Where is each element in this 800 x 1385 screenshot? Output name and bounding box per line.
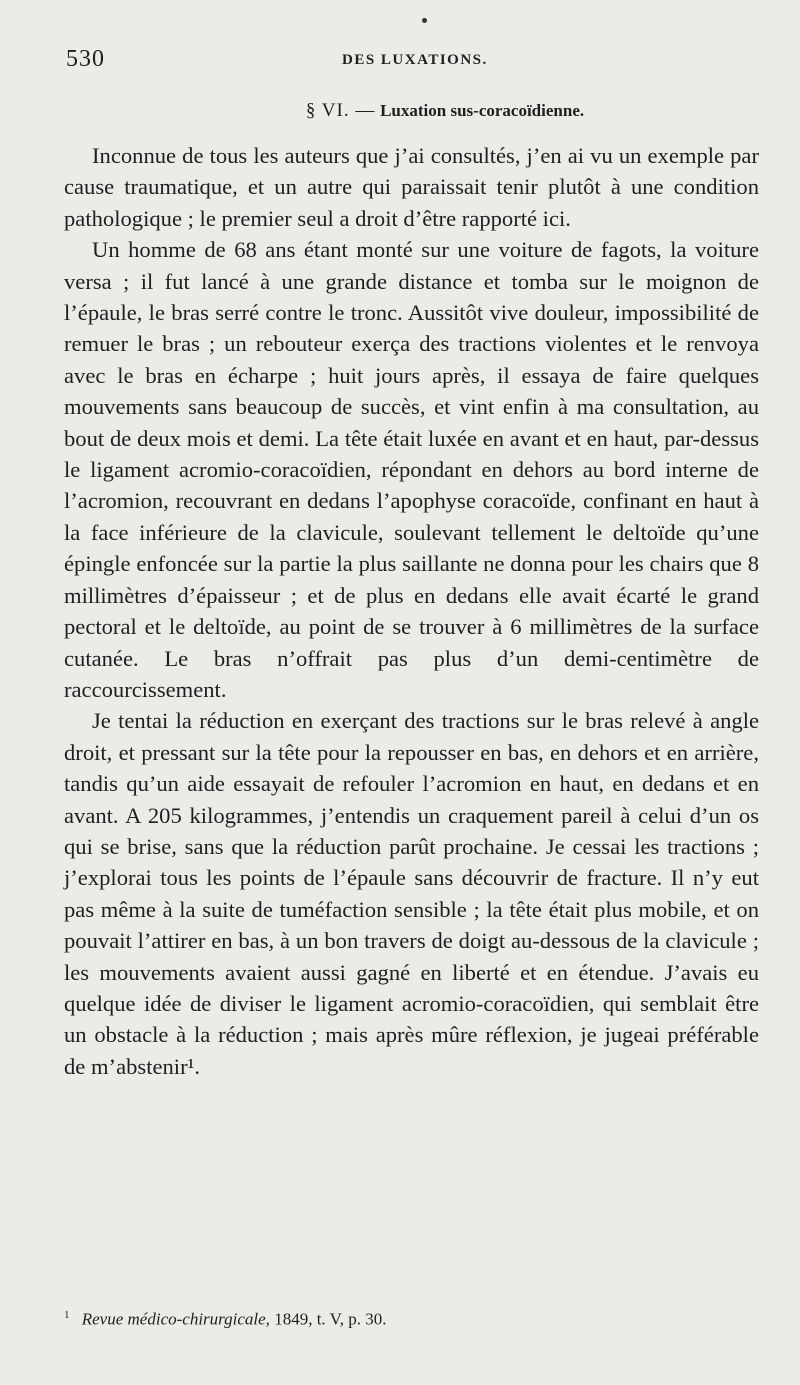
page-header (66, 46, 760, 76)
footnote-source: Revue médico-chirurgicale, (81, 1309, 270, 1329)
paragraph: Je tentai la réduction en exerçant des tractions sur le bras relevé à angle droit, et pressant sur la tête pour la repousser en bas, en dehors et en arrière, tandis qu’un aide essayait de refouler l’acromion en haut, en dedans et en avant. A 205 kilogrammes, j’entendis un craquement pareil à celui d’un os qui se brise, sans que la réduction parût prochaine. Je cessai les tractions ; j’explorai tous les points de l’épaule sans découvrir de fracture. Il n’y eut pas même à la suite de tuméfaction sensible ; la tête était plus mobile, et on pouvait l’attirer en bas, à un bon travers de doigt au-dessous de la clavicule ; les mouvements avaient aussi gagné en liberté et en étendue. J’avais eu quelque idée de diviser le ligament acromio-coracoïdien, qui semblait être un obstacle à la réduction ; mais après mûre réflexion, je jugeai préférable de m’abstenir¹. (64, 708, 759, 1079)
body-text (64, 140, 759, 1082)
running-head: DES LUXATIONS. (342, 52, 488, 68)
footnote (64, 1309, 759, 1330)
paragraph: Inconnue de tous les auteurs que j’ai consultés, j’en ai vu un exemple par cause traumatique, et un autre qui paraissait tenir plutôt à une condition pathologique ; le premier seul a droit d’être rapporté ici. (64, 143, 759, 231)
paragraph: Un homme de 68 ans étant monté sur une voiture de fagots, la voiture versa ; il fut lancé à une grande distance et tomba sur le moignon de l’épaule, le bras serré contre le tronc. Aussitôt vive douleur, impossibilité de remuer le bras ; un rebouteur exerça des tractions violentes et le renvoya avec le bras en écharpe ; huit jours après, il essaya de faire quelques mouvements sans beaucoup de succès, et vint enfin à ma consultation, au bout de deux mois et demi. La tête était luxée en avant et en haut, par-dessus le ligament acromio-coracoïdien, répondant en dehors au bord interne de l’acromion, recouvrant en dedans l’apophyse coracoïde, confinant en haut à la face inférieure de la clavicule, soulevant tellement le deltoïde qu’une épingle enfoncée sur la partie la plus saillante ne donna pour les chairs que 8 millimètres d’épaisseur ; et de plus en dedans elle avait écarté le grand pectoral et le deltoïde, au point de se trouver à 6 millimètres de la surface cutanée. Le bras n’offrait pas plus d’un demi-centimètre de raccourcissement. (64, 237, 759, 702)
ink-speck (422, 18, 427, 23)
page-number: 530 (66, 46, 105, 72)
footnote-details: 1849, t. V, p. 30. (274, 1309, 387, 1329)
section-heading (0, 100, 800, 122)
section-title: Luxation sus-coracoïdienne. (380, 101, 585, 120)
footnote-mark: 1 (64, 1309, 70, 1321)
section-number: § VI. — (305, 100, 376, 121)
